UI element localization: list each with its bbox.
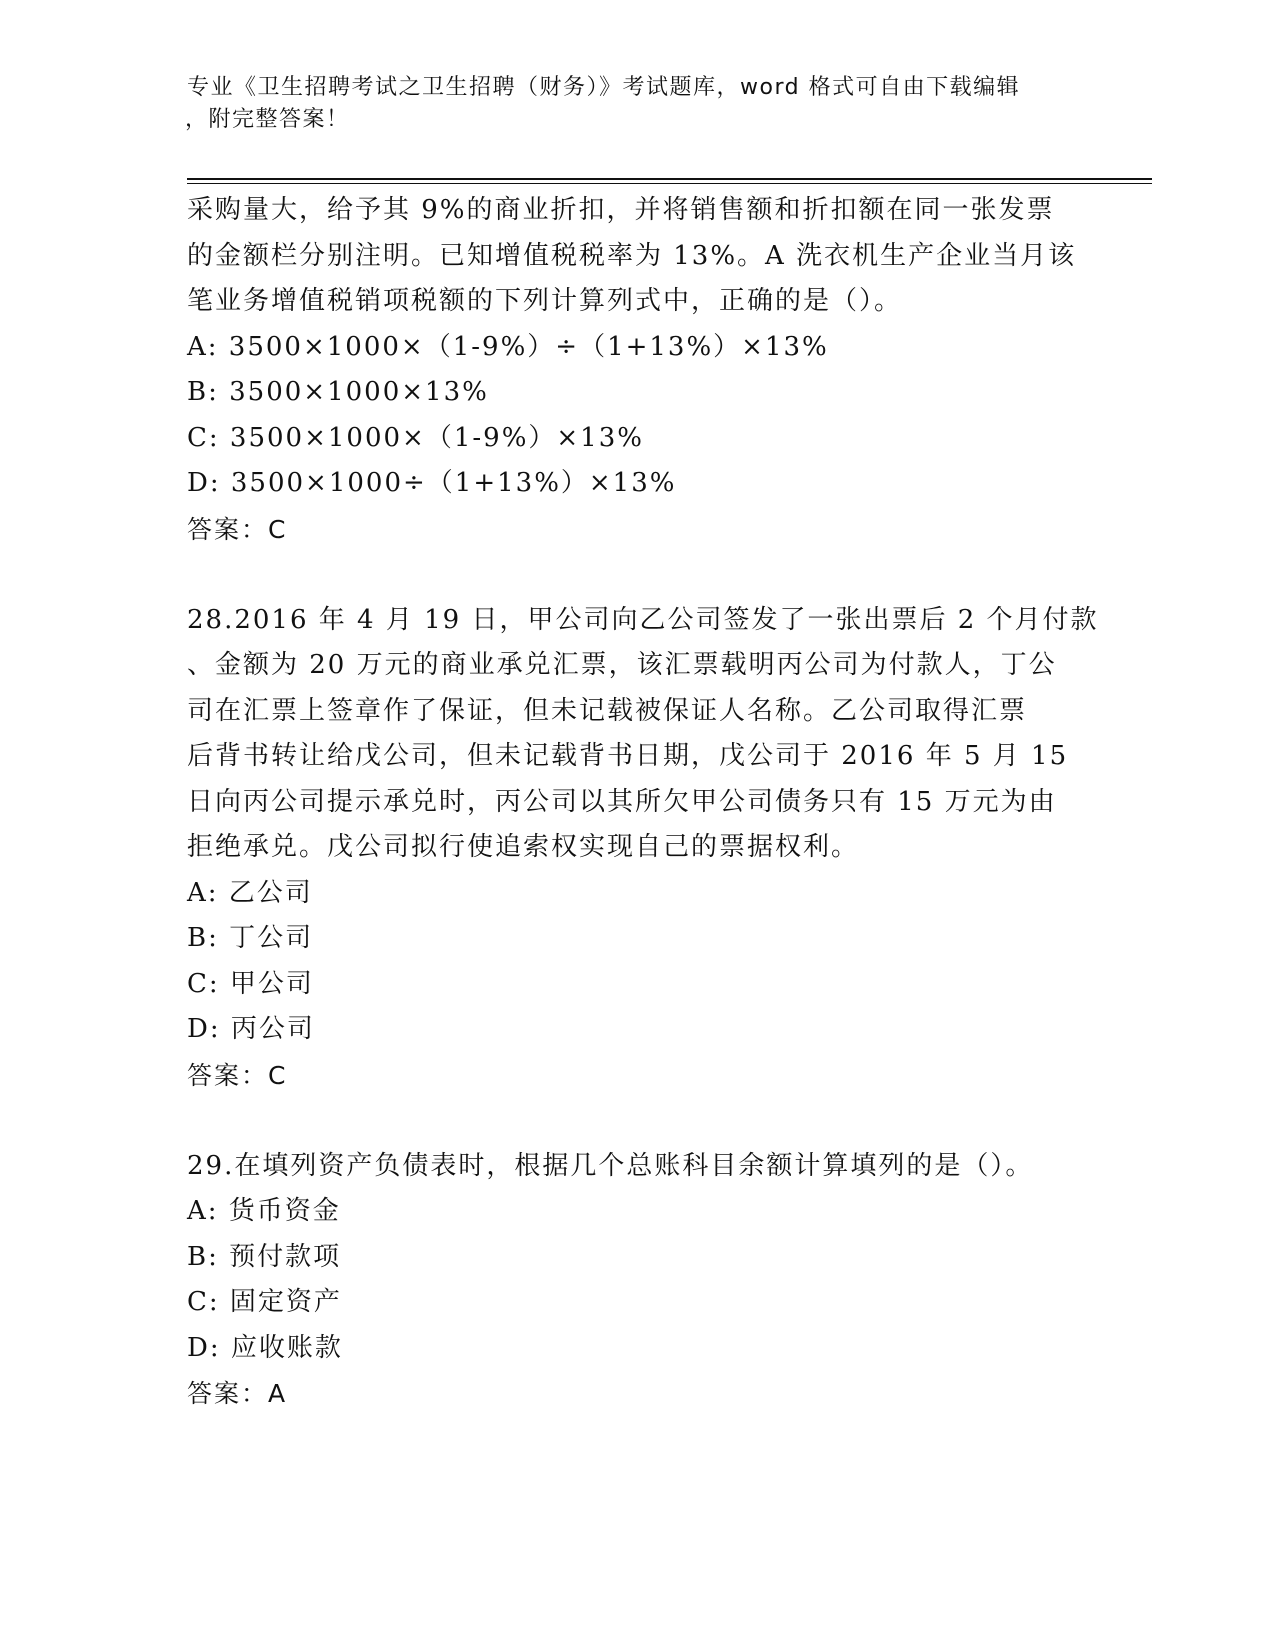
question-29 — [187, 1144, 1087, 1417]
option-c: C: 3500×1000×（1-9%）×13% — [187, 422, 644, 453]
option-a: A: 3500×1000×（1-9%）÷（1+13%）×13% — [187, 331, 829, 362]
option-b: B: 丁公司 — [187, 923, 314, 953]
option-d: D: 应收账款 — [187, 1332, 343, 1363]
question-content — [187, 188, 1099, 1417]
question-text-line: 后背书转让给戊公司，但未记载背书日期，戊公司于 2016 年 5 月 15 — [187, 741, 1069, 771]
header-rule-thin — [187, 183, 1152, 184]
spacer — [187, 1098, 1087, 1144]
option-c: C: 甲公司 — [187, 968, 314, 999]
question-text-line: 的金额栏分别注明。已知增值税税率为 13%。A 洗衣机生产企业当月该 — [187, 240, 1077, 271]
option-d: D: 丙公司 — [187, 1014, 315, 1044]
answer: 答案：A — [187, 1379, 288, 1408]
option-a: A: 货币资金 — [187, 1196, 341, 1226]
question-text-line: 笔业务增值税销项税额的下列计算列式中，正确的是（）。 — [187, 286, 903, 316]
header-rule-thick — [187, 178, 1152, 180]
option-b: B: 预付款项 — [187, 1241, 342, 1272]
question-text-line: 29.在填列资产负债表时，根据几个总账科目余额计算填列的是（）。 — [187, 1150, 1034, 1181]
question-text-line: 采购量大，给予其 9%的商业折扣，并将销售额和折扣额在同一张发票 — [187, 195, 1055, 225]
option-b: B: 3500×1000×13% — [187, 377, 489, 407]
question-text-line: 日向丙公司提示承兑时，丙公司以其所欠甲公司债务只有 15 万元为由 — [187, 786, 1057, 817]
option-a: A: 乙公司 — [187, 877, 313, 908]
question-text-line: 、金额为 20 万元的商业承兑汇票，该汇票载明丙公司为付款人，丁公 — [187, 650, 1057, 680]
question-28 — [187, 598, 1099, 1099]
document-header — [187, 72, 1067, 136]
question-text-line: 司在汇票上签章作了保证，但未记载被保证人名称。乙公司取得汇票 — [187, 695, 1028, 726]
question-text-line: 拒绝承兑。戊公司拟行使追索权实现自己的票据权利。 — [187, 832, 860, 862]
header-line-1: 专业《卫生招聘考试之卫生招聘（财务）》考试题库，word 格式可自由下载编辑 — [187, 75, 1021, 100]
option-c: C: 固定资产 — [187, 1287, 342, 1317]
answer: 答案：C — [187, 1060, 288, 1090]
question-27-continuation — [187, 188, 1087, 552]
header-line-2: ，附完整答案！ — [185, 107, 350, 132]
answer: 答案：C — [187, 514, 288, 544]
option-d: D: 3500×1000÷（1+13%）×13% — [187, 468, 677, 498]
question-text-line: 28.2016 年 4 月 19 日，甲公司向乙公司签发了一张出票后 2 个月付款 — [187, 604, 1099, 635]
spacer — [187, 552, 1087, 598]
